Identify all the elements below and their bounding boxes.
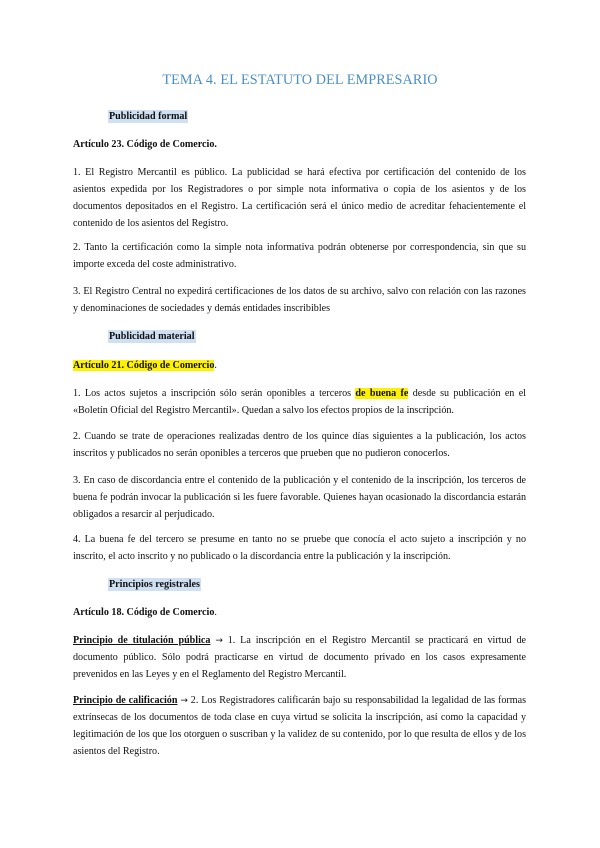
title-rest: . EL ESTATUTO DEL EMPRESARIO — [213, 72, 438, 88]
principio-calificacion-paragraph — [73, 693, 526, 761]
article-23-paragraph-1: 1. El Registro Mercantil es público. La publicidad se hará efectiva por certificación del contenido de los asientos expedida por los Registradores o por simple nota informativa o copia de los asientos y de los documentos depositados en el Registro. La certificación será el único medio de acreditar fehacientemente el contenido de los asientos del Registro. — [73, 167, 526, 229]
p1-text-b: desde su publicación en el «Boletín Oficial del Registro Mercantil». Quedan a salvo los efectos propios de la inscripción. — [73, 388, 526, 416]
buena-fe-highlight: de buena fe — [355, 388, 409, 399]
heading-publicidad-formal: Publicidad formal — [109, 111, 188, 122]
article-21-dot: . — [214, 360, 217, 371]
principio-titulacion-text: 1. La inscripción en el Registro Mercantil se practicará en virtud de documento público. Sólo podrá practicarse en virtud de documento privado en los casos expresamente prevenidos en las Leyes y en el Reglamento del Registro Mercantil. — [73, 635, 526, 680]
principio-titulacion-paragraph — [73, 633, 526, 684]
principio-titulacion-label: Principio de titulación pública — [73, 635, 211, 646]
heading-principios-registrales: Principios registrales — [109, 579, 200, 590]
article-21-paragraph-3: 3. En caso de discordancia entre el contenido de la publicación y el contenido de la inscripción, los terceros de buena fe podrán invocar la publicación si les fuere favorable. Quienes hayan ocasionado la discordancia estarán obligados a resarcir al perjudicado. — [73, 475, 526, 520]
title-prefix: TEMA 4 — [162, 72, 214, 88]
article-18-label: Artículo 18. Código de Comercio — [73, 607, 215, 618]
article-18-dot: . — [214, 607, 217, 618]
article-21-paragraph-1 — [73, 386, 526, 420]
arrow-icon: → — [180, 696, 188, 706]
article-23-paragraph-2: 2. Tanto la certificación como la simple nota informativa podrán obtenerse por correspondencia, sin que su importe exceda del coste administrativo. — [73, 242, 526, 270]
principio-calificacion-text: 2. Los Registradores calificarán bajo su responsabilidad la legalidad de las formas extrínsecas de los documentos de toda clase en cuya virtud se solicita la inscripción, así como la capacidad y legitimación de los que los otorguen o suscriban y la validez de su contenido, por lo que resulta de ellos y de los asientos del Registro. — [73, 695, 527, 757]
document-title — [0, 72, 600, 89]
article-23-paragraph-3: 3. El Registro Central no expedirá certificaciones de los datos de su archivo, salvo con relación con las razones y denominaciones de sociedades y demás entidades inscribibles — [73, 286, 526, 314]
article-21-paragraph-4: 4. La buena fe del tercero se presume en tanto no se pruebe que conocía el acto sujeto a inscripción y no inscrito, el acto inscrito y no publicado o la discordancia entre la publicación y la inscripción. — [73, 534, 526, 562]
article-18-title — [73, 606, 217, 620]
article-21-paragraph-2: 2. Cuando se trate de operaciones realizadas dentro de los quince días siguientes a la publicación, los actos inscritos y publicados no serán oponibles a terceros que prueben que no pudieron conocerlos. — [73, 431, 526, 459]
principio-calificacion-label: Principio de calificación — [73, 695, 178, 706]
p1-text-a: 1. Los actos sujetos a inscripción sólo serán oponibles a terceros — [73, 388, 356, 399]
article-23-title: Artículo 23. Código de Comercio. — [73, 139, 217, 150]
arrow-icon: → — [215, 636, 223, 646]
article-21-title — [73, 359, 217, 373]
article-21-highlight: Artículo 21. Código de Comercio — [73, 360, 215, 371]
heading-publicidad-material: Publicidad material — [109, 331, 195, 342]
